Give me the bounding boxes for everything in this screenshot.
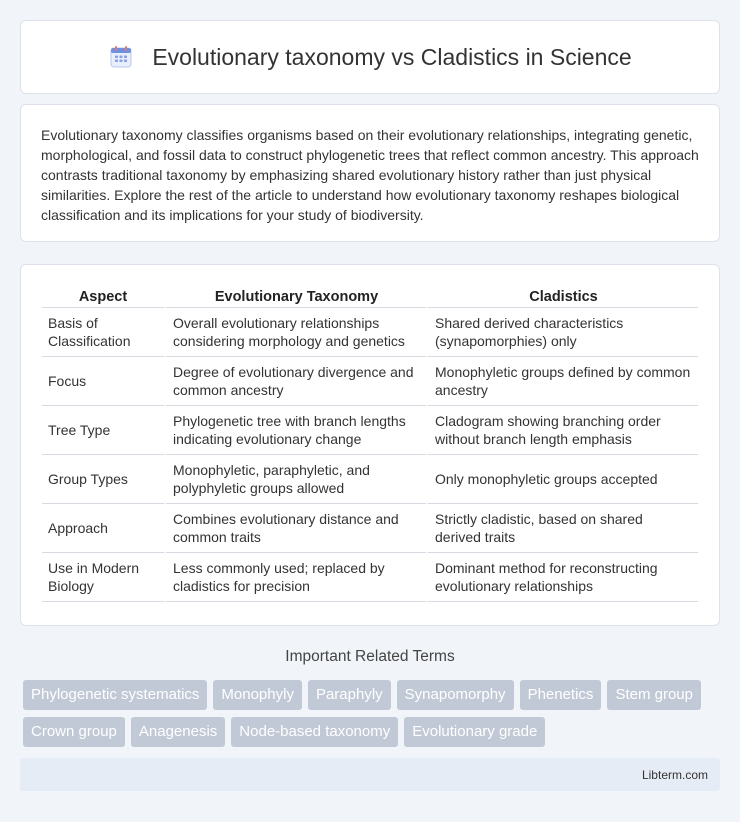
table-header-row [42,285,698,308]
tag-stem-group[interactable]: Stem group [607,680,701,710]
cell-aspect: Use in Modern Biology [42,553,164,602]
cell-evolutionary-taxonomy: Monophyletic, paraphyletic, and polyphyletic groups allowed [164,455,426,504]
intro-text: Evolutionary taxonomy classifies organisms based on their evolutionary relationships, integrating genetic, morphological, and fossil data to construct phylogenetic trees that reflect common ancestry. This approach contrasts traditional taxonomy by emphasizing shared evolutionary history rather than just physical similarities. Explore the rest of the article to understand how evolutionary taxonomy reshapes biological classification and its implications for your study of biodiversity. [41,127,699,223]
table-row [42,357,698,406]
cell-evolutionary-taxonomy: Less commonly used; replaced by cladistics for precision [164,553,426,602]
table-row [42,553,698,602]
cell-cladistics: Strictly cladistic, based on shared derived traits [426,504,698,553]
page-title: Evolutionary taxonomy vs Cladistics in Science [152,43,632,70]
cell-cladistics: Shared derived characteristics (synapomorphies) only [426,308,698,357]
cell-evolutionary-taxonomy: Degree of evolutionary divergence and common ancestry [164,357,426,406]
tag-node-based-taxonomy[interactable]: Node-based taxonomy [231,717,398,747]
cell-cladistics: Only monophyletic groups accepted [426,455,698,504]
comparison-table-card [20,264,720,626]
cell-aspect: Group Types [42,455,164,504]
tag-phenetics[interactable]: Phenetics [520,680,602,710]
cell-cladistics: Monophyletic groups defined by common ancestry [426,357,698,406]
tag-anagenesis[interactable]: Anagenesis [131,717,225,747]
tag-evolutionary-grade[interactable]: Evolutionary grade [404,717,545,747]
cell-cladistics: Dominant method for reconstructing evolutionary relationships [426,553,698,602]
cell-aspect: Focus [42,357,164,406]
tag-phylogenetic-systematics[interactable]: Phylogenetic systematics [23,680,207,710]
header-evolutionary-taxonomy: Evolutionary Taxonomy [164,285,426,308]
cell-evolutionary-taxonomy: Combines evolutionary distance and common traits [164,504,426,553]
tag-crown-group[interactable]: Crown group [23,717,125,747]
tag-monophyly[interactable]: Monophyly [213,680,302,710]
tag-synapomorphy[interactable]: Synapomorphy [397,680,514,710]
cell-aspect: Basis of Classification [42,308,164,357]
footer [20,758,720,791]
header-cladistics: Cladistics [426,285,698,308]
header-aspect: Aspect [42,285,164,308]
table-row [42,504,698,553]
cell-aspect: Approach [42,504,164,553]
cell-aspect: Tree Type [42,406,164,455]
table-row [42,406,698,455]
calendar-grid-icon [108,44,134,70]
comparison-table [42,285,698,602]
cell-cladistics: Cladogram showing branching order without branch length emphasis [426,406,698,455]
tag-paraphyly[interactable]: Paraphyly [308,680,391,710]
footer-brand-link[interactable]: Libterm.com [641,767,708,782]
header-card [20,20,720,94]
table-row [42,308,698,357]
intro-card [20,104,720,242]
table-row [42,455,698,504]
related-terms-list [20,680,720,747]
related-terms-title: Important Related Terms [285,648,455,665]
cell-evolutionary-taxonomy: Phylogenetic tree with branch lengths indicating evolutionary change [164,406,426,455]
cell-evolutionary-taxonomy: Overall evolutionary relationships considering morphology and genetics [164,308,426,357]
